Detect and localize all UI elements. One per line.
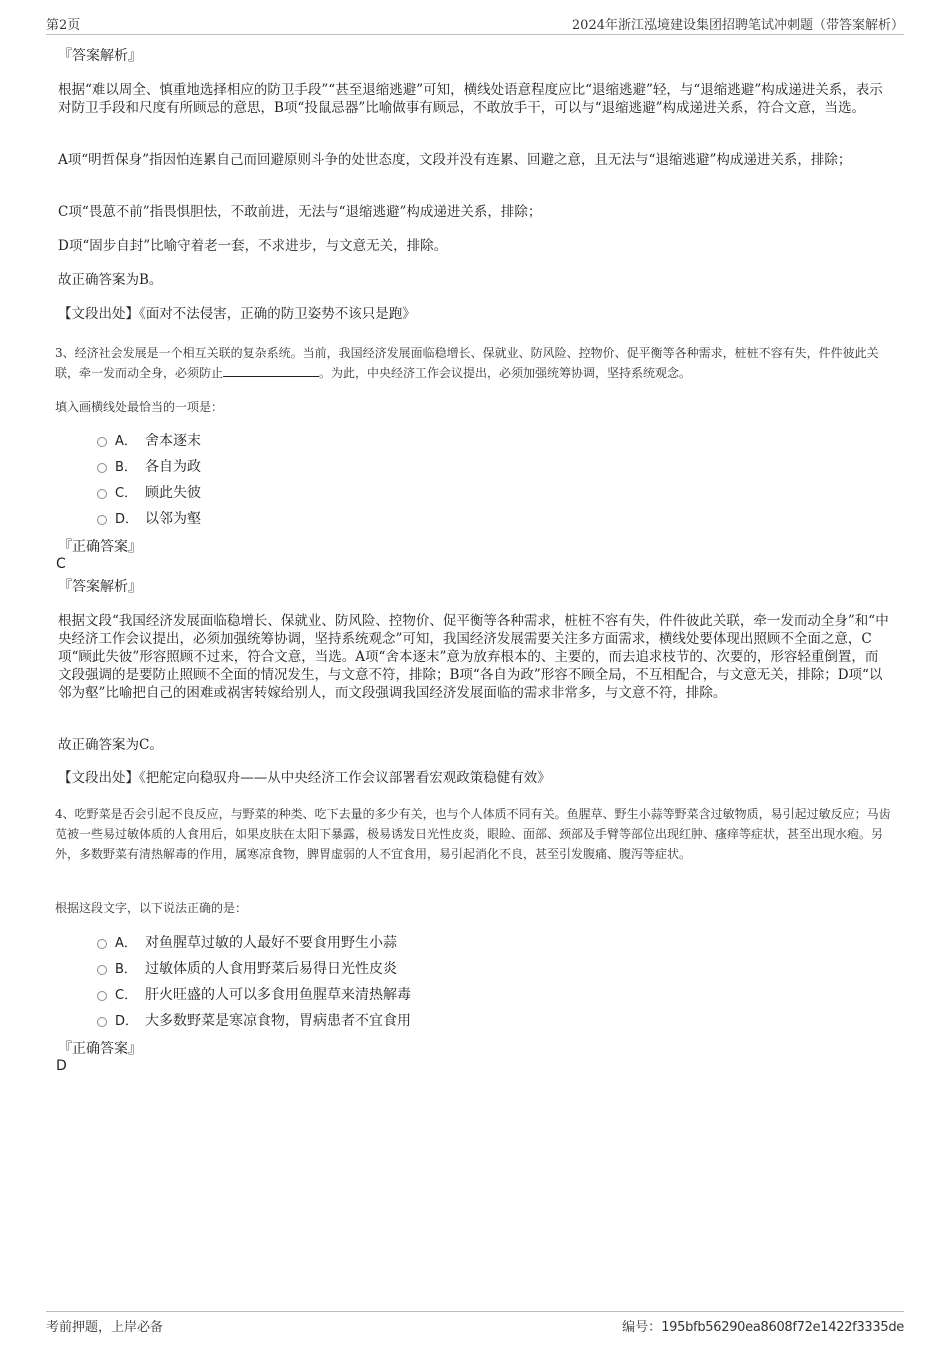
document-code: 编号：195bfb56290ea8608f72e1422f3335de (622, 1320, 904, 1335)
correct-answer-label: 『正确答案』 (58, 1041, 142, 1057)
radio-icon[interactable] (97, 515, 107, 525)
q3-source: 【文段出处】《把舵定向稳驭舟——从中央经济工作会议部署看宏观政策稳健有效》 (58, 770, 551, 786)
page-number: 第2页 (46, 18, 81, 33)
q3-option-c[interactable]: C． 顾此失彼 (97, 484, 201, 503)
q3-option-b[interactable]: B． 各自为政 (97, 458, 201, 477)
radio-icon[interactable] (97, 489, 107, 499)
q3-stem: 3、经济社会发展是一个相互关联的复杂系统。当前，我国经济发展面临稳增长、保就业、防风险、控物价、促平衡等各种需求，桩桩不容有失，件件彼此关联，牵一发而动全身，必须防止 。为此，中央经济工作会议提出，必须加强统筹协调，坚持系统观念。 (55, 346, 879, 380)
q4-option-d[interactable]: D． 大多数野菜是寒凉食物，胃病患者不宜食用 (97, 1012, 411, 1031)
q2-option-d-analysis: D项“固步自封”比喻守着老一套，不求进步，与文意无关，排除。 (58, 238, 448, 254)
radio-icon[interactable] (97, 991, 107, 1001)
radio-icon[interactable] (97, 1017, 107, 1027)
page-header (46, 12, 904, 35)
radio-icon[interactable] (97, 965, 107, 975)
q3-conclusion: 故正确答案为C。 (58, 737, 163, 753)
analysis-label: 『答案解析』 (58, 579, 142, 595)
q2-conclusion: 故正确答案为B。 (58, 272, 163, 288)
radio-icon[interactable] (97, 939, 107, 949)
correct-answer-label: 『正确答案』 (58, 539, 142, 555)
q4-option-c[interactable]: C． 肝火旺盛的人可以多食用鱼腥草来清热解毒 (97, 986, 411, 1005)
analysis-label: 『答案解析』 (58, 48, 142, 64)
document-title: 2024年浙江泓境建设集团招聘笔试冲刺题（带答案解析） (571, 18, 904, 33)
radio-icon[interactable] (97, 437, 107, 447)
q4-option-b[interactable]: B． 过敏体质的人食用野菜后易得日光性皮炎 (97, 960, 397, 979)
q4-prompt: 根据这段文字，以下说法正确的是： (55, 901, 248, 915)
q2-option-a-analysis: A项“明哲保身”指因怕连累自己而回避原则斗争的处世态度，文段并没有连累、回避之意，且无法与“退缩逃避”构成递进关系，排除； (58, 152, 852, 168)
q3-correct-answer: C (56, 556, 66, 572)
fill-blank (223, 364, 319, 377)
q2-source: 【文段出处】《面对不法侵害，正确的防卫姿势不该只是跑》 (58, 306, 416, 322)
q4-correct-answer: D (56, 1058, 67, 1074)
q3-analysis-paragraph: 根据文段“我国经济发展面临稳增长、保就业、防风险、控物价、促平衡等各种需求，桩桩不容有失，件件彼此关联，牵一发而动全身”和“中央经济工作会议提出，必须加强统筹协调，坚持系统观念”可知，我国经济发展需要关注多方面需求，横线处要体现出照顾不全面之意，C项“顾此失彼”形容照顾不过来，符合文意，当选。A项“舍本逐末”意为放弃根本的、主要的，而去追求枝节的、次要的，形容轻重倒置，而文段强调的是要防止照顾不全面的情况发生，与文意不符，排除；B项“各自为政”形容不顾全局，不互相配合，与文意无关，排除；D项“以邻为壑”比喻把自己的困难或祸害转嫁给别人，而文段强调我国经济发展面临的需求非常多，与文意不符，排除。 (58, 613, 889, 701)
footer-slogan: 考前押题，上岸必备 (46, 1320, 164, 1335)
page-footer (46, 1311, 904, 1336)
radio-icon[interactable] (97, 463, 107, 473)
q3-option-a[interactable]: A． 舍本逐末 (97, 432, 201, 451)
q2-analysis-paragraph: 根据“难以周全、慎重地选择相应的防卫手段”“甚至退缩逃避”可知，横线处语意程度应比“退缩逃避”轻，与“退缩逃避”构成递进关系，表示对防卫手段和尺度有所顾忌的意思，B项“投鼠忌器”比喻做事有顾忌，不敢放手干，可以与“退缩逃避”构成递进关系，符合文意，当选。 (58, 82, 883, 116)
q2-option-c-analysis: C项“畏葸不前”指畏惧胆怯，不敢前进，无法与“退缩逃避”构成递进关系，排除； (58, 204, 542, 220)
q3-option-d[interactable]: D． 以邻为壑 (97, 510, 201, 529)
q4-option-a[interactable]: A． 对鱼腥草过敏的人最好不要食用野生小蒜 (97, 934, 397, 953)
q4-stem: 4、吃野菜是否会引起不良反应，与野菜的种类、吃下去量的多少有关，也与个人体质不同有关。鱼腥草、野生小蒜等野菜含过敏物质，易引起过敏反应；马齿苋被一些易过敏体质的人食用后，如果皮肤在太阳下暴露，极易诱发日光性皮炎，眼睑、面部、颈部及手臂等部位出现红肿、瘙痒等症状，甚至出现水疱。另外，多数野菜有清热解毒的作用，属寒凉食物，脾胃虚弱的人不宜食用，易引起消化不良，甚至引发腹痛、腹泻等症状。 (55, 807, 891, 861)
q3-prompt: 填入画横线处最恰当的一项是： (55, 400, 224, 414)
